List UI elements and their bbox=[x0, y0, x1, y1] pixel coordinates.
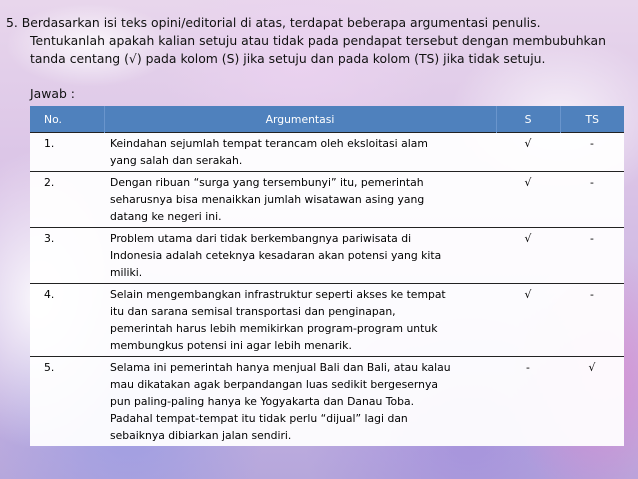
argument-table bbox=[30, 106, 624, 446]
argument-line: Keindahan sejumlah tempat terancam oleh eksloitasi alam bbox=[110, 137, 428, 150]
header-ts: TS bbox=[560, 106, 624, 133]
argument-line: Selama ini pemerintah hanya menjual Bali dan Bali, atau kalau bbox=[110, 361, 451, 374]
argument-line: Indonesia adalah ceteknya kesadaran akan potensi yang kita bbox=[110, 249, 442, 262]
row-ts-mark: √ bbox=[560, 357, 624, 447]
argument-line: sebaiknya dibiarkan jalan sendiri. bbox=[110, 429, 292, 442]
argument-line: mau dikatakan agak berpandangan luas sedikit bergesernya bbox=[110, 378, 438, 391]
question-line-2: Tentukanlah apakah kalian setuju atau tidak pada pendapat tersebut dengan membubuhkan bbox=[30, 33, 606, 48]
row-argument bbox=[104, 172, 496, 228]
row-number: 3. bbox=[30, 228, 104, 284]
row-number: 4. bbox=[30, 284, 104, 357]
row-ts-mark: - bbox=[560, 133, 624, 172]
argument-line: Dengan ribuan “surga yang tersembunyi” itu, pemerintah bbox=[110, 176, 424, 189]
row-ts-mark: - bbox=[560, 284, 624, 357]
row-ts-mark: - bbox=[560, 172, 624, 228]
header-s: S bbox=[496, 106, 560, 133]
argument-line: pun paling-paling hanya ke Yogyakarta dan Danau Toba. bbox=[110, 395, 415, 408]
argument-line: Problem utama dari tidak berkembangnya pariwisata di bbox=[110, 232, 412, 245]
argument-line: pemerintah harus lebih memikirkan program-program untuk bbox=[110, 322, 438, 335]
table-row bbox=[30, 172, 624, 228]
row-argument bbox=[104, 228, 496, 284]
row-argument bbox=[104, 284, 496, 357]
table-row bbox=[30, 357, 624, 447]
question-text bbox=[0, 14, 636, 68]
question-line-3: tanda centang (√) pada kolom (S) jika setuju dan pada kolom (TS) jika tidak setuju. bbox=[30, 51, 546, 66]
table-row bbox=[30, 133, 624, 172]
row-argument bbox=[104, 357, 496, 447]
row-s-mark: √ bbox=[496, 284, 560, 357]
row-s-mark: √ bbox=[496, 172, 560, 228]
argument-line: seharusnya bisa menaikkan jumlah wisatawan asing yang bbox=[110, 193, 425, 206]
table-row bbox=[30, 228, 624, 284]
question-line-1: 5. Berdasarkan isi teks opini/editorial di atas, terdapat beberapa argumentasi penulis. bbox=[6, 15, 541, 30]
row-s-mark: √ bbox=[496, 228, 560, 284]
header-argument: Argumentasi bbox=[104, 106, 496, 133]
row-s-mark: √ bbox=[496, 133, 560, 172]
table-row bbox=[30, 284, 624, 357]
argument-line: datang ke negeri ini. bbox=[110, 210, 222, 223]
argument-line: Padahal tempat-tempat itu tidak perlu “dijual” lagi dan bbox=[110, 412, 408, 425]
row-number: 2. bbox=[30, 172, 104, 228]
argument-line: Selain mengembangkan infrastruktur seperti akses ke tempat bbox=[110, 288, 446, 301]
row-ts-mark: - bbox=[560, 228, 624, 284]
answer-label: Jawab : bbox=[30, 86, 75, 101]
argument-line: yang salah dan serakah. bbox=[110, 154, 243, 167]
header-no: No. bbox=[30, 106, 104, 133]
row-s-mark: - bbox=[496, 357, 560, 447]
argument-line: itu dan sarana semisal transportasi dan penginapan, bbox=[110, 305, 396, 318]
argument-line: membungkus potensi ini agar lebih menarik. bbox=[110, 339, 352, 352]
row-number: 5. bbox=[30, 357, 104, 447]
table-header-row bbox=[30, 106, 624, 133]
row-argument bbox=[104, 133, 496, 172]
row-number: 1. bbox=[30, 133, 104, 172]
argument-line: miliki. bbox=[110, 266, 143, 279]
